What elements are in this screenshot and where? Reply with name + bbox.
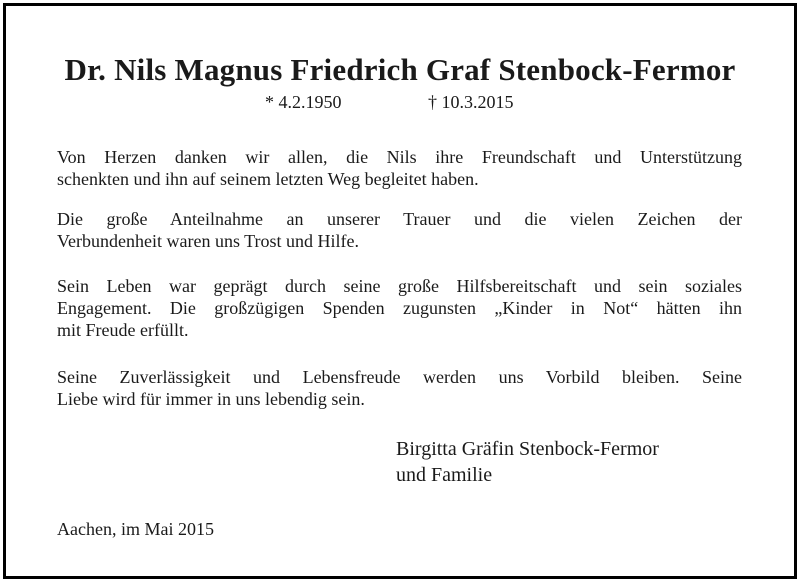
deceased-name: Dr. Nils Magnus Friedrich Graf Stenbock-Fermor <box>64 52 736 87</box>
signature-name: Birgitta Gräfin Stenbock-Fermor <box>396 438 659 460</box>
paragraph-line: Sein Leben war geprägt durch seine große Hilfsbereitschaft und sein soziales <box>57 276 742 296</box>
paragraph-line: Die große Anteilnahme an unserer Trauer und die vielen Zeichen der <box>57 209 742 229</box>
life-paragraph <box>57 275 742 341</box>
paragraph-line: schenkten und ihn auf seinem letzten Weg begleitet haben. <box>57 169 479 189</box>
paragraph-line: Verbundenheit waren uns Trost und Hilfe. <box>57 231 359 251</box>
death-date: † 10.3.2015 <box>428 92 514 112</box>
place-and-date: Aachen, im Mai 2015 <box>57 519 214 539</box>
sympathy-paragraph <box>57 208 742 252</box>
thanks-paragraph <box>57 146 742 190</box>
signature-block <box>396 436 659 488</box>
paragraph-line: Engagement. Die großzügigen Spenden zugunsten „Kinder in Not“ hätten ihn <box>57 298 742 318</box>
legacy-paragraph <box>57 366 742 410</box>
paragraph-line: mit Freude erfüllt. <box>57 320 189 340</box>
signature-family: und Familie <box>396 464 493 486</box>
birth-date: * 4.2.1950 <box>265 92 342 112</box>
paragraph-line: Von Herzen danken wir allen, die Nils ihre Freundschaft und Unterstützung <box>57 147 742 167</box>
paragraph-line: Liebe wird für immer in uns lebendig sein. <box>57 389 365 409</box>
paragraph-line: Seine Zuverlässigkeit und Lebensfreude werden uns Vorbild bleiben. Seine <box>57 367 742 387</box>
